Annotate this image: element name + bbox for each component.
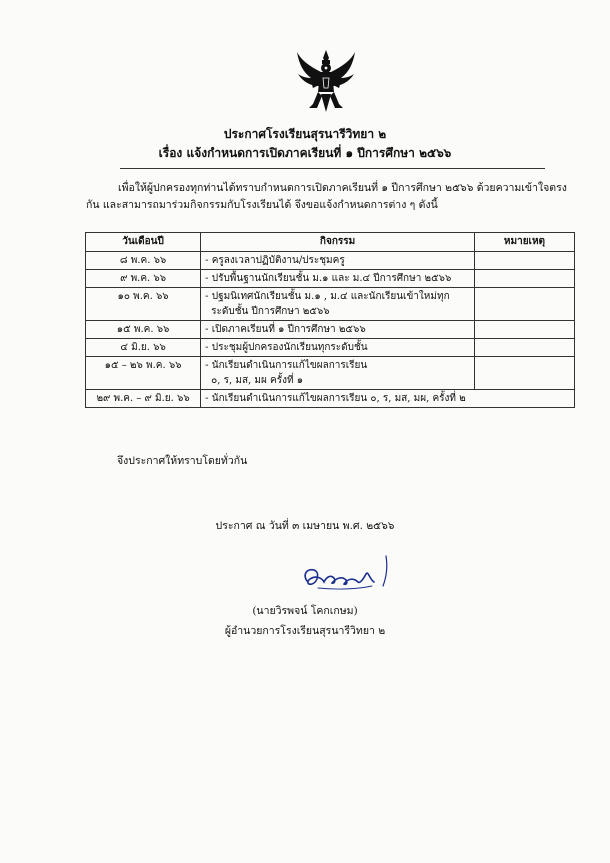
- row-note: [474, 339, 574, 357]
- schedule-table: [85, 232, 575, 408]
- row-activity: [201, 357, 475, 390]
- signatory-name: (นายวิรพจน์ โคกเกษม): [252, 605, 358, 617]
- row-date: ๘ พ.ค. ๖๖: [86, 252, 201, 270]
- header-note: หมายเหตุ: [474, 233, 574, 252]
- row-date: ๑๐ พ.ค. ๖๖: [86, 288, 201, 321]
- closing-statement: จึงประกาศให้ทราบโดยทั่วกัน: [117, 455, 248, 467]
- row-date: ๒๙ พ.ค. – ๙ มิ.ย. ๖๖: [86, 390, 201, 408]
- table-row: [86, 390, 575, 408]
- header-date: วันเดือนปี: [86, 233, 201, 252]
- table-header-row: [86, 233, 575, 252]
- table-row: [86, 357, 575, 390]
- row-activity: - นักเรียนดำเนินการแก้ไขผลการเรียน ๐, ร, มส, มผ, ครั้งที่ ๒: [201, 390, 575, 408]
- announcement-date: ประกาศ ณ วันที่ ๓ เมษายน พ.ศ. ๒๕๖๖: [215, 520, 395, 532]
- row-activity-line1: - ปฐมนิเทศนักเรียนชั้น ม.๑ , ม.๔ และนักเรียนเข้าใหม่ทุก: [205, 291, 450, 302]
- table-row: [86, 288, 575, 321]
- announcement-title: ประกาศโรงเรียนสุรนารีวิทยา ๒: [223, 127, 387, 141]
- row-note: [474, 357, 574, 390]
- intro-paragraph: [86, 180, 576, 214]
- row-activity-line2: ๐, ร, มส, มผ ครั้งที่ ๑: [211, 375, 304, 386]
- row-activity: - ครูลงเวลาปฏิบัติงาน/ประชุมครู: [201, 252, 475, 270]
- table-row: [86, 339, 575, 357]
- row-activity: - เปิดภาคเรียนที่ ๑ ปีการศึกษา ๒๕๖๖: [201, 321, 475, 339]
- row-date: ๔ มิ.ย. ๖๖: [86, 339, 201, 357]
- row-note: [474, 270, 574, 288]
- handwritten-signature: [288, 548, 418, 598]
- garuda-emblem-icon: [295, 48, 357, 114]
- table-row: [86, 252, 575, 270]
- row-note: [474, 321, 574, 339]
- header-activity: กิจกรรม: [201, 233, 475, 252]
- header-divider: [120, 168, 545, 169]
- signatory-position: ผู้อำนวยการโรงเรียนสุรนารีวิทยา ๒: [224, 625, 386, 637]
- table-row: [86, 270, 575, 288]
- row-activity-line1: - นักเรียนดำเนินการแก้ไขผลการเรียน: [205, 360, 368, 371]
- row-activity: [201, 288, 475, 321]
- table-row: [86, 321, 575, 339]
- intro-paragraph-text: เพื่อให้ผู้ปกครองทุกท่านได้ทราบกำหนดการเปิดภาคเรียนที่ ๑ ปีการศึกษา ๒๕๖๖ ด้วยความเข้าใจตรงกัน และสามารถมาร่วมกิจกรรมกับโรงเรียนได้ จึงขอแจ้งกำหนดการต่าง ๆ ดังนี้: [86, 182, 567, 211]
- row-date: ๙ พ.ค. ๖๖: [86, 270, 201, 288]
- row-date: ๑๕ – ๒๖ พ.ค. ๖๖: [86, 357, 201, 390]
- row-note: [474, 252, 574, 270]
- row-activity-line2: ระดับชั้น ปีการศึกษา ๒๕๖๖: [211, 306, 330, 317]
- row-date: ๑๕ พ.ค. ๖๖: [86, 321, 201, 339]
- row-activity: - ปรับพื้นฐานนักเรียนชั้น ม.๑ และ ม.๔ ปีการศึกษา ๒๕๖๖: [201, 270, 475, 288]
- row-activity: - ประชุมผู้ปกครองนักเรียนทุกระดับชั้น: [201, 339, 475, 357]
- announcement-subject: เรื่อง แจ้งกำหนดการเปิดภาคเรียนที่ ๑ ปีการศึกษา ๒๕๖๖: [158, 146, 452, 160]
- row-note: [474, 288, 574, 321]
